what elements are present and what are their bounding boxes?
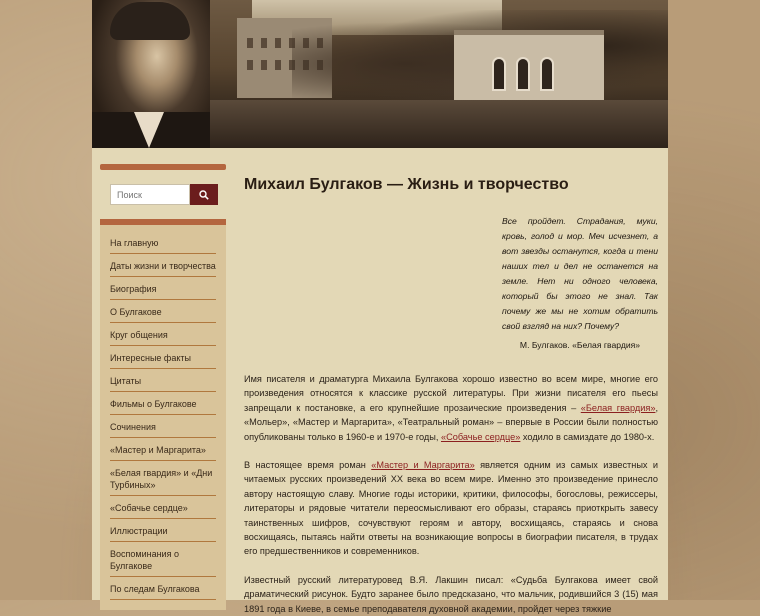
sidebar-item-white-guard[interactable]: «Белая гвардия» и «Дни Турбиных» xyxy=(110,468,213,490)
header-banner xyxy=(92,0,668,148)
sidebar-item-home[interactable]: На главную xyxy=(110,238,159,248)
sidebar-item-biography[interactable]: Биография xyxy=(110,284,157,294)
sidebar xyxy=(100,164,226,610)
sidebar-item-quotes[interactable]: Цитаты xyxy=(110,376,142,386)
main-content xyxy=(244,176,658,616)
sidebar-item-master[interactable]: «Мастер и Маргарита» xyxy=(110,445,206,455)
sidebar-menu-panel xyxy=(100,219,226,610)
sidebar-menu xyxy=(110,225,216,600)
link-dog-heart[interactable]: «Собачье сердце» xyxy=(440,431,521,442)
sidebar-item-memoirs[interactable]: Воспоминания о Булгакове xyxy=(110,549,179,571)
link-white-guard[interactable]: «Белая гвардия» xyxy=(580,402,656,413)
pond-image xyxy=(192,100,668,148)
epigraph-source: М. Булгаков. «Белая гвардия» xyxy=(519,340,641,350)
sidebar-item-about[interactable]: О Булгакове xyxy=(110,307,162,317)
site-container xyxy=(92,0,668,614)
search-input[interactable] xyxy=(110,184,190,205)
lakshin-paragraph: Известный русский литературовед В.Я. Лакшин писал: «Судьба Булгакова имеет свой драматический рисунок. Будто заранее было предсказано, что мальчик, родившийся 3 (15) мая 1891 года в Киеве, в семье преподавателя духовной академии, пройдет через тяжкие xyxy=(244,574,658,614)
sidebar-item-works[interactable]: Сочинения xyxy=(110,422,156,432)
search-form xyxy=(110,184,218,205)
sidebar-item-illustrations[interactable]: Иллюстрации xyxy=(110,526,168,536)
link-master-margarita[interactable]: «Мастер и Маргарита» xyxy=(371,460,475,471)
sidebar-item-facts[interactable]: Интересные факты xyxy=(110,353,191,363)
sidebar-item-films[interactable]: Фильмы о Булгакове xyxy=(110,399,197,409)
search-icon xyxy=(199,190,209,200)
sidebar-item-circle[interactable]: Круг общения xyxy=(110,330,168,340)
bulgakov-portrait xyxy=(92,0,210,148)
intro-paragraph: Имя писателя и драматурга Михаила Булгакова хорошо известно во всем мире, многие его произведения относятся к классике русской литературы. При жизни писателя его пьесы запрещали к постановке, а его крупнейшие прозаические произведения – «Белая гвардия», «Мольер», «Мастер и Маргарита», «Театральный роман» – впервые в России были полностью опубликованы только в 1960-е и 1970-е годы, «Собачье сердце» ходило в самиздате до 1980-х. xyxy=(244,374,658,442)
sidebar-item-footsteps[interactable]: По следам Булгакова xyxy=(110,584,200,594)
page-title: Михаил Булгаков — Жизнь и творчество xyxy=(244,176,569,193)
epigraph: Все пройдет. Страдания, муки, кровь, голод и мор. Меч исчезнет, а вот звезды останутся, когда и тени наших тел и дел не останется на земле. Нет ни одного человека, который бы этого не знал. Так почему же мы не хотим обратить свой взгляд на них? Почему? xyxy=(502,216,658,331)
sidebar-item-dog-heart[interactable]: «Собачье сердце» xyxy=(110,503,188,513)
master-paragraph: В настоящее время роман «Мастер и Маргарита» является одним из самых известных и читаемых русских произведений XX века во всем мире. Именно это произведение принесло автору настоящую славу. Многие годы историки, критики, философы, богословы, режиссеры, литераторы и рядовые читатели переосмысливают его образы, стараясь приоткрыть завесу таинственных шифров, сочувствуют героям и автору, восхищаясь, стараясь и снова восхищаясь, пытаясь найти ответы на возникающие вопросы в биографии писателя, в трудах его предшественников и современников. xyxy=(244,460,658,557)
search-button[interactable] xyxy=(190,184,218,205)
sidebar-item-dates[interactable]: Даты жизни и творчества xyxy=(110,261,216,271)
pavilion-image xyxy=(454,30,604,102)
